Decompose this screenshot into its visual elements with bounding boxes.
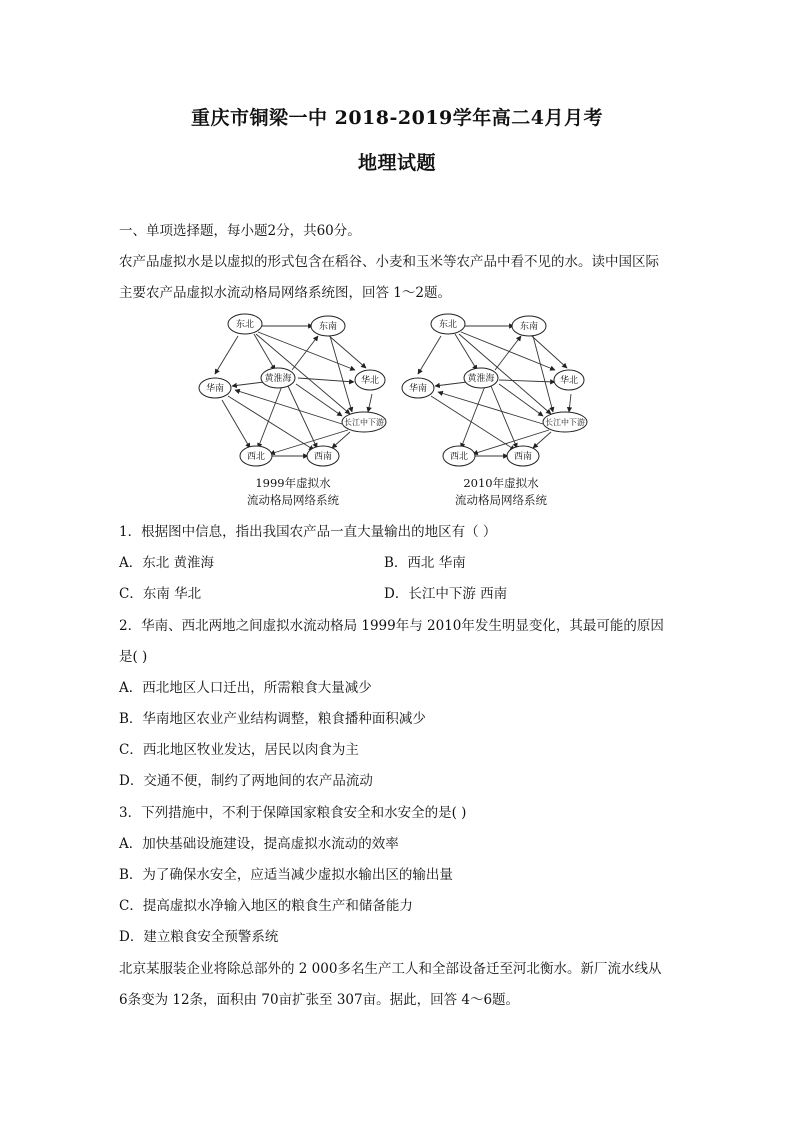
q2-option-b[interactable]: B．华南地区农业产业结构调整，粮食播种面积减少 xyxy=(119,711,426,727)
q3-option-d[interactable]: D．建立粮食安全预警系统 xyxy=(119,929,279,945)
node-changjiang: 长江中下游 xyxy=(344,418,384,427)
passage2-line1: 北京某服装企业将除总部外的 2 000多名生产工人和全部设备迁至河北衡水。新厂流水线从 xyxy=(119,961,662,977)
intro-line-2: 主要农产品虚拟水流动格局网络系统图，回答 1～2题。 xyxy=(119,285,451,301)
node-huanghuaihai: 黄淮海 xyxy=(264,374,292,384)
intro-line-1: 农产品虚拟水是以虚拟的形式包含在稻谷、小麦和玉米等农产品中看不见的水。读中国区际 xyxy=(119,254,659,270)
node-huanghuaihai: 黄淮海 xyxy=(467,374,495,384)
node-xibei: 西北 xyxy=(246,452,266,462)
q2-option-c[interactable]: C．西北地区牧业发达，居民以肉食为主 xyxy=(119,742,359,758)
q1-option-d[interactable]: D．长江中下游 西南 xyxy=(384,586,508,602)
node-xinan: 西南 xyxy=(513,452,533,462)
virtual-water-network-figure xyxy=(180,306,610,472)
caption-1999-line1: 1999年虚拟水 xyxy=(255,476,331,490)
node-huanan: 华南 xyxy=(408,384,428,394)
node-dongnan: 东南 xyxy=(318,322,338,332)
network-2010 xyxy=(402,314,587,466)
section-heading: 一、单项选择题，每小题2分，共60分。 xyxy=(119,223,361,239)
caption-1999-line2: 流动格局网络系统 xyxy=(247,493,339,507)
node-huanan: 华南 xyxy=(205,384,225,394)
q2-option-d[interactable]: D．交通不便，制约了两地间的农产品流动 xyxy=(119,773,373,789)
caption-2010-line1: 2010年虚拟水 xyxy=(463,476,539,490)
q2-option-a[interactable]: A．西北地区人口迁出，所需粮食大量减少 xyxy=(119,680,372,696)
network-1999 xyxy=(199,314,386,466)
q3-option-c[interactable]: C．提高虚拟水净输入地区的粮食生产和储备能力 xyxy=(119,898,413,914)
node-changjiang: 长江中下游 xyxy=(545,418,585,427)
caption-2010-line2: 流动格局网络系统 xyxy=(455,493,547,507)
caption-2010 xyxy=(421,475,581,509)
q3-option-b[interactable]: B．为了确保水安全，应适当减少虚拟水输出区的输出量 xyxy=(119,867,453,883)
node-huabei: 华北 xyxy=(559,376,579,386)
q1-option-a[interactable]: A．东北 黄淮海 xyxy=(119,555,215,571)
exam-title: 重庆市铜梁一中 2018-2019学年高二4月月考 xyxy=(191,107,603,129)
node-xibei: 西北 xyxy=(449,452,469,462)
caption-1999 xyxy=(213,475,373,509)
q3-option-a[interactable]: A．加快基础设施建设，提高虚拟水流动的效率 xyxy=(119,836,399,852)
exam-subject: 地理试题 xyxy=(357,152,436,174)
passage2-line2: 6条变为 12条，面积由 70亩扩张至 307亩。据此，回答 4～6题。 xyxy=(119,992,520,1008)
node-xinan: 西南 xyxy=(313,452,333,462)
node-dongnan: 东南 xyxy=(519,322,539,332)
node-dongbei: 东北 xyxy=(235,320,255,330)
q2-stem-line2: 是( ) xyxy=(119,649,148,665)
node-huabei: 华北 xyxy=(360,376,380,386)
q2-stem-line1: 2．华南、西北两地之间虚拟水流动格局 1999年与 2010年发生明显变化，其最可能的原因 xyxy=(119,618,664,634)
q1-option-c[interactable]: C．东南 华北 xyxy=(119,586,202,602)
node-dongbei: 东北 xyxy=(438,320,458,330)
q3-stem: 3．下列措施中，不利于保障国家粮食安全和水安全的是( ) xyxy=(119,805,467,821)
q1-stem: 1．根据图中信息，指出我国农产品一直大量输出的地区有（ ） xyxy=(119,524,497,540)
q1-option-b[interactable]: B．西北 华南 xyxy=(384,555,466,571)
